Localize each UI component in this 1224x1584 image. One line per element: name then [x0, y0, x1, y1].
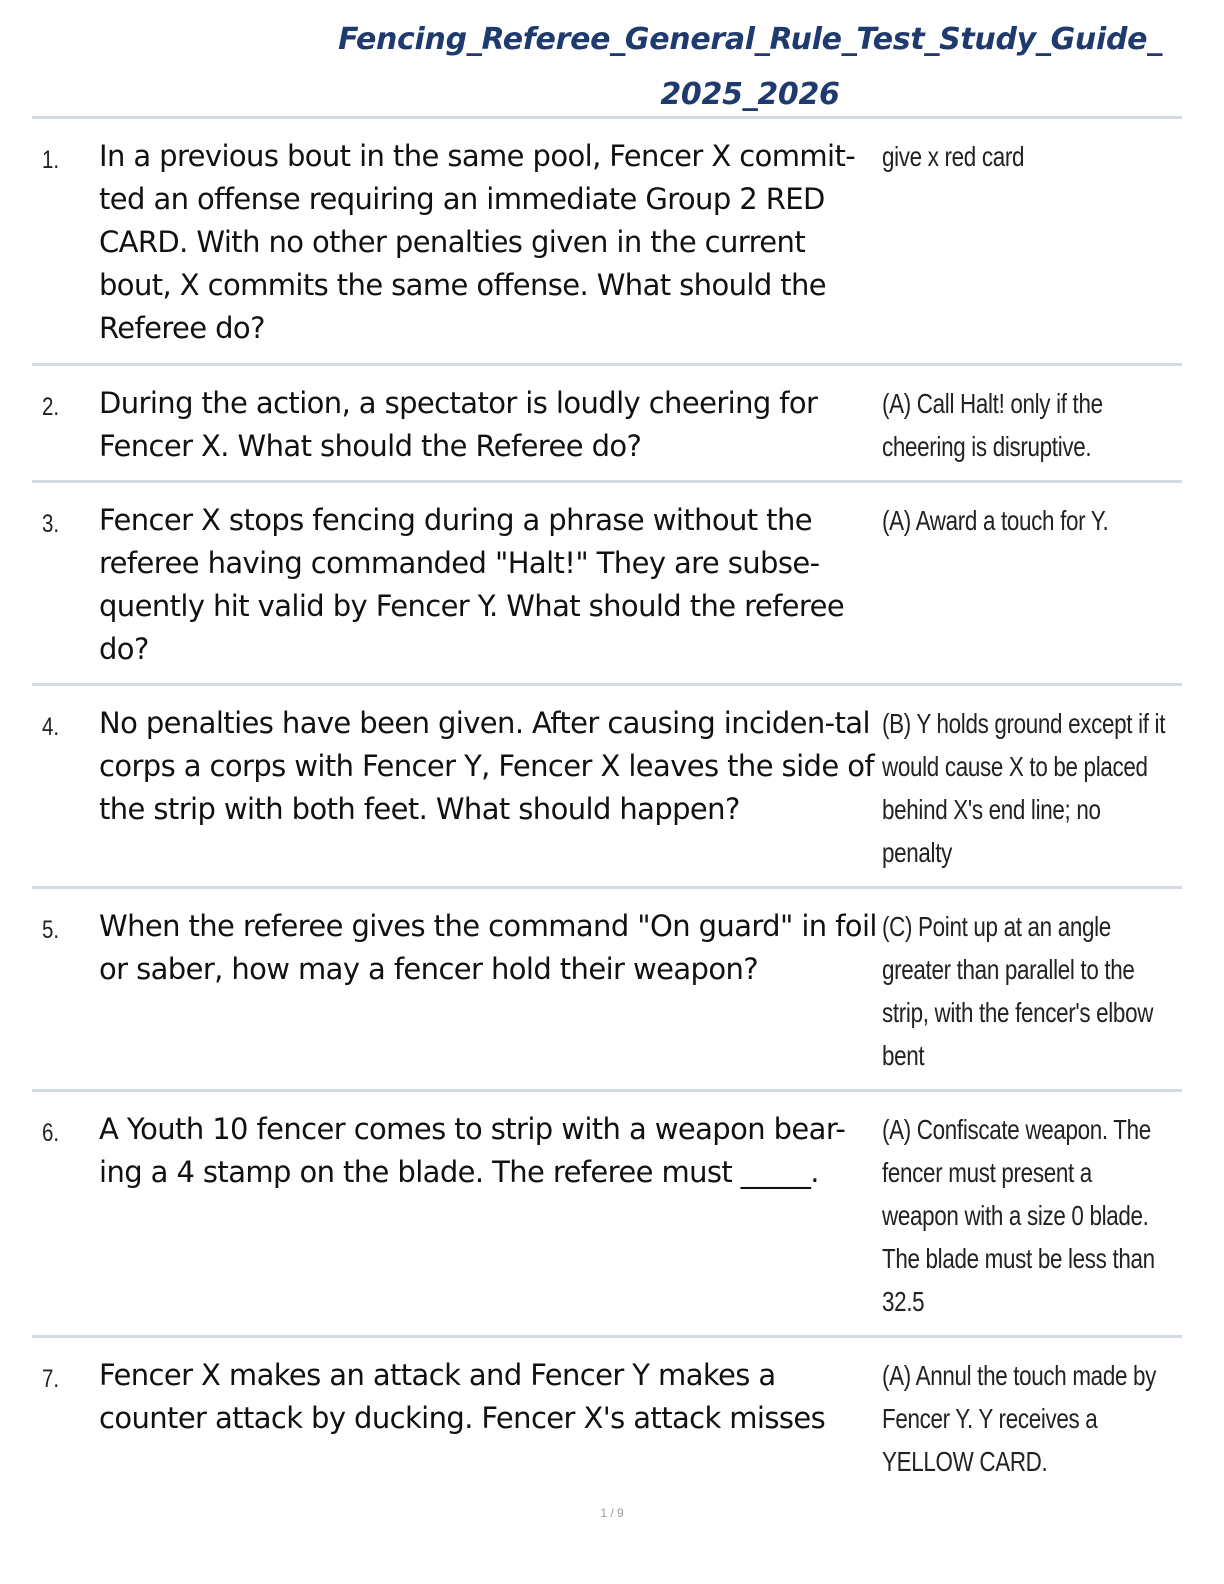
card-answer: (A) Call Halt! only if the cheering is disruptive. [882, 388, 1103, 462]
card-answer: (A) Award a touch for Y. [882, 505, 1109, 536]
card-answer: give x red card [882, 141, 1025, 172]
document-title [320, 12, 1180, 122]
flashcard-row [32, 1092, 1182, 1338]
card-question: Fencer X makes an attack and Fencer Y makes a counter attack by ducking. Fencer X's attack misses [99, 1358, 826, 1435]
card-answer: (A) Confiscate weapon. The fencer must present a weapon with a size 0 blade. The blade must be less than 32.5 [882, 1114, 1155, 1317]
card-number: 5. [42, 916, 60, 944]
card-answer: (C) Point up at an angle greater than parallel to the strip, with the fencer's elbow bent [882, 911, 1154, 1071]
flashcard-row [32, 1338, 1182, 1502]
card-number: 6. [42, 1119, 60, 1147]
flashcard-row [32, 889, 1182, 1092]
document-title-line-2: 2025_2026 [660, 77, 840, 112]
flashcard-row [32, 686, 1182, 889]
page-number: 1 / 9 [600, 1506, 624, 1520]
card-question: During the action, a spectator is loudly cheering for Fencer X. What should the Referee do? [99, 386, 818, 463]
card-number: 4. [42, 713, 60, 741]
card-number: 3. [42, 510, 60, 538]
flashcard-row [32, 366, 1182, 483]
flashcard-row [32, 483, 1182, 686]
card-number: 2. [42, 393, 60, 421]
flashcard-row [32, 119, 1182, 366]
document-title-line-1: Fencing_Referee_General_Rule_Test_Study_Guide_ [338, 22, 1162, 57]
card-answer: (B) Y holds ground except if it would cause X to be placed behind X's end line; no penalty [882, 708, 1166, 868]
card-question: When the referee gives the command "On guard" in foil or saber, how may a fencer hold their weapon? [99, 909, 877, 986]
card-answer: (A) Annul the touch made by Fencer Y. Y receives a YELLOW CARD. [882, 1360, 1157, 1477]
card-number: 1. [42, 146, 60, 174]
card-question: In a previous bout in the same pool, Fencer X commit-ted an offense requiring an immediate Group 2 RED CARD. With no other penalties given in the current bout, X commits the same offense. What should the Referee do? [99, 139, 856, 345]
card-number: 7. [42, 1365, 60, 1393]
card-question: Fencer X stops fencing during a phrase without the referee having commanded "Halt!" They are subse-quently hit valid by Fencer Y. What should the referee do? [99, 503, 845, 666]
card-question: A Youth 10 fencer comes to strip with a weapon bear-ing a 4 stamp on the blade. The referee must _____. [99, 1112, 846, 1189]
card-question: No penalties have been given. After causing inciden-tal corps a corps with Fencer Y, Fencer X leaves the side of the strip with both feet. What should happen? [99, 706, 874, 826]
flashcard-list [32, 116, 1182, 1502]
